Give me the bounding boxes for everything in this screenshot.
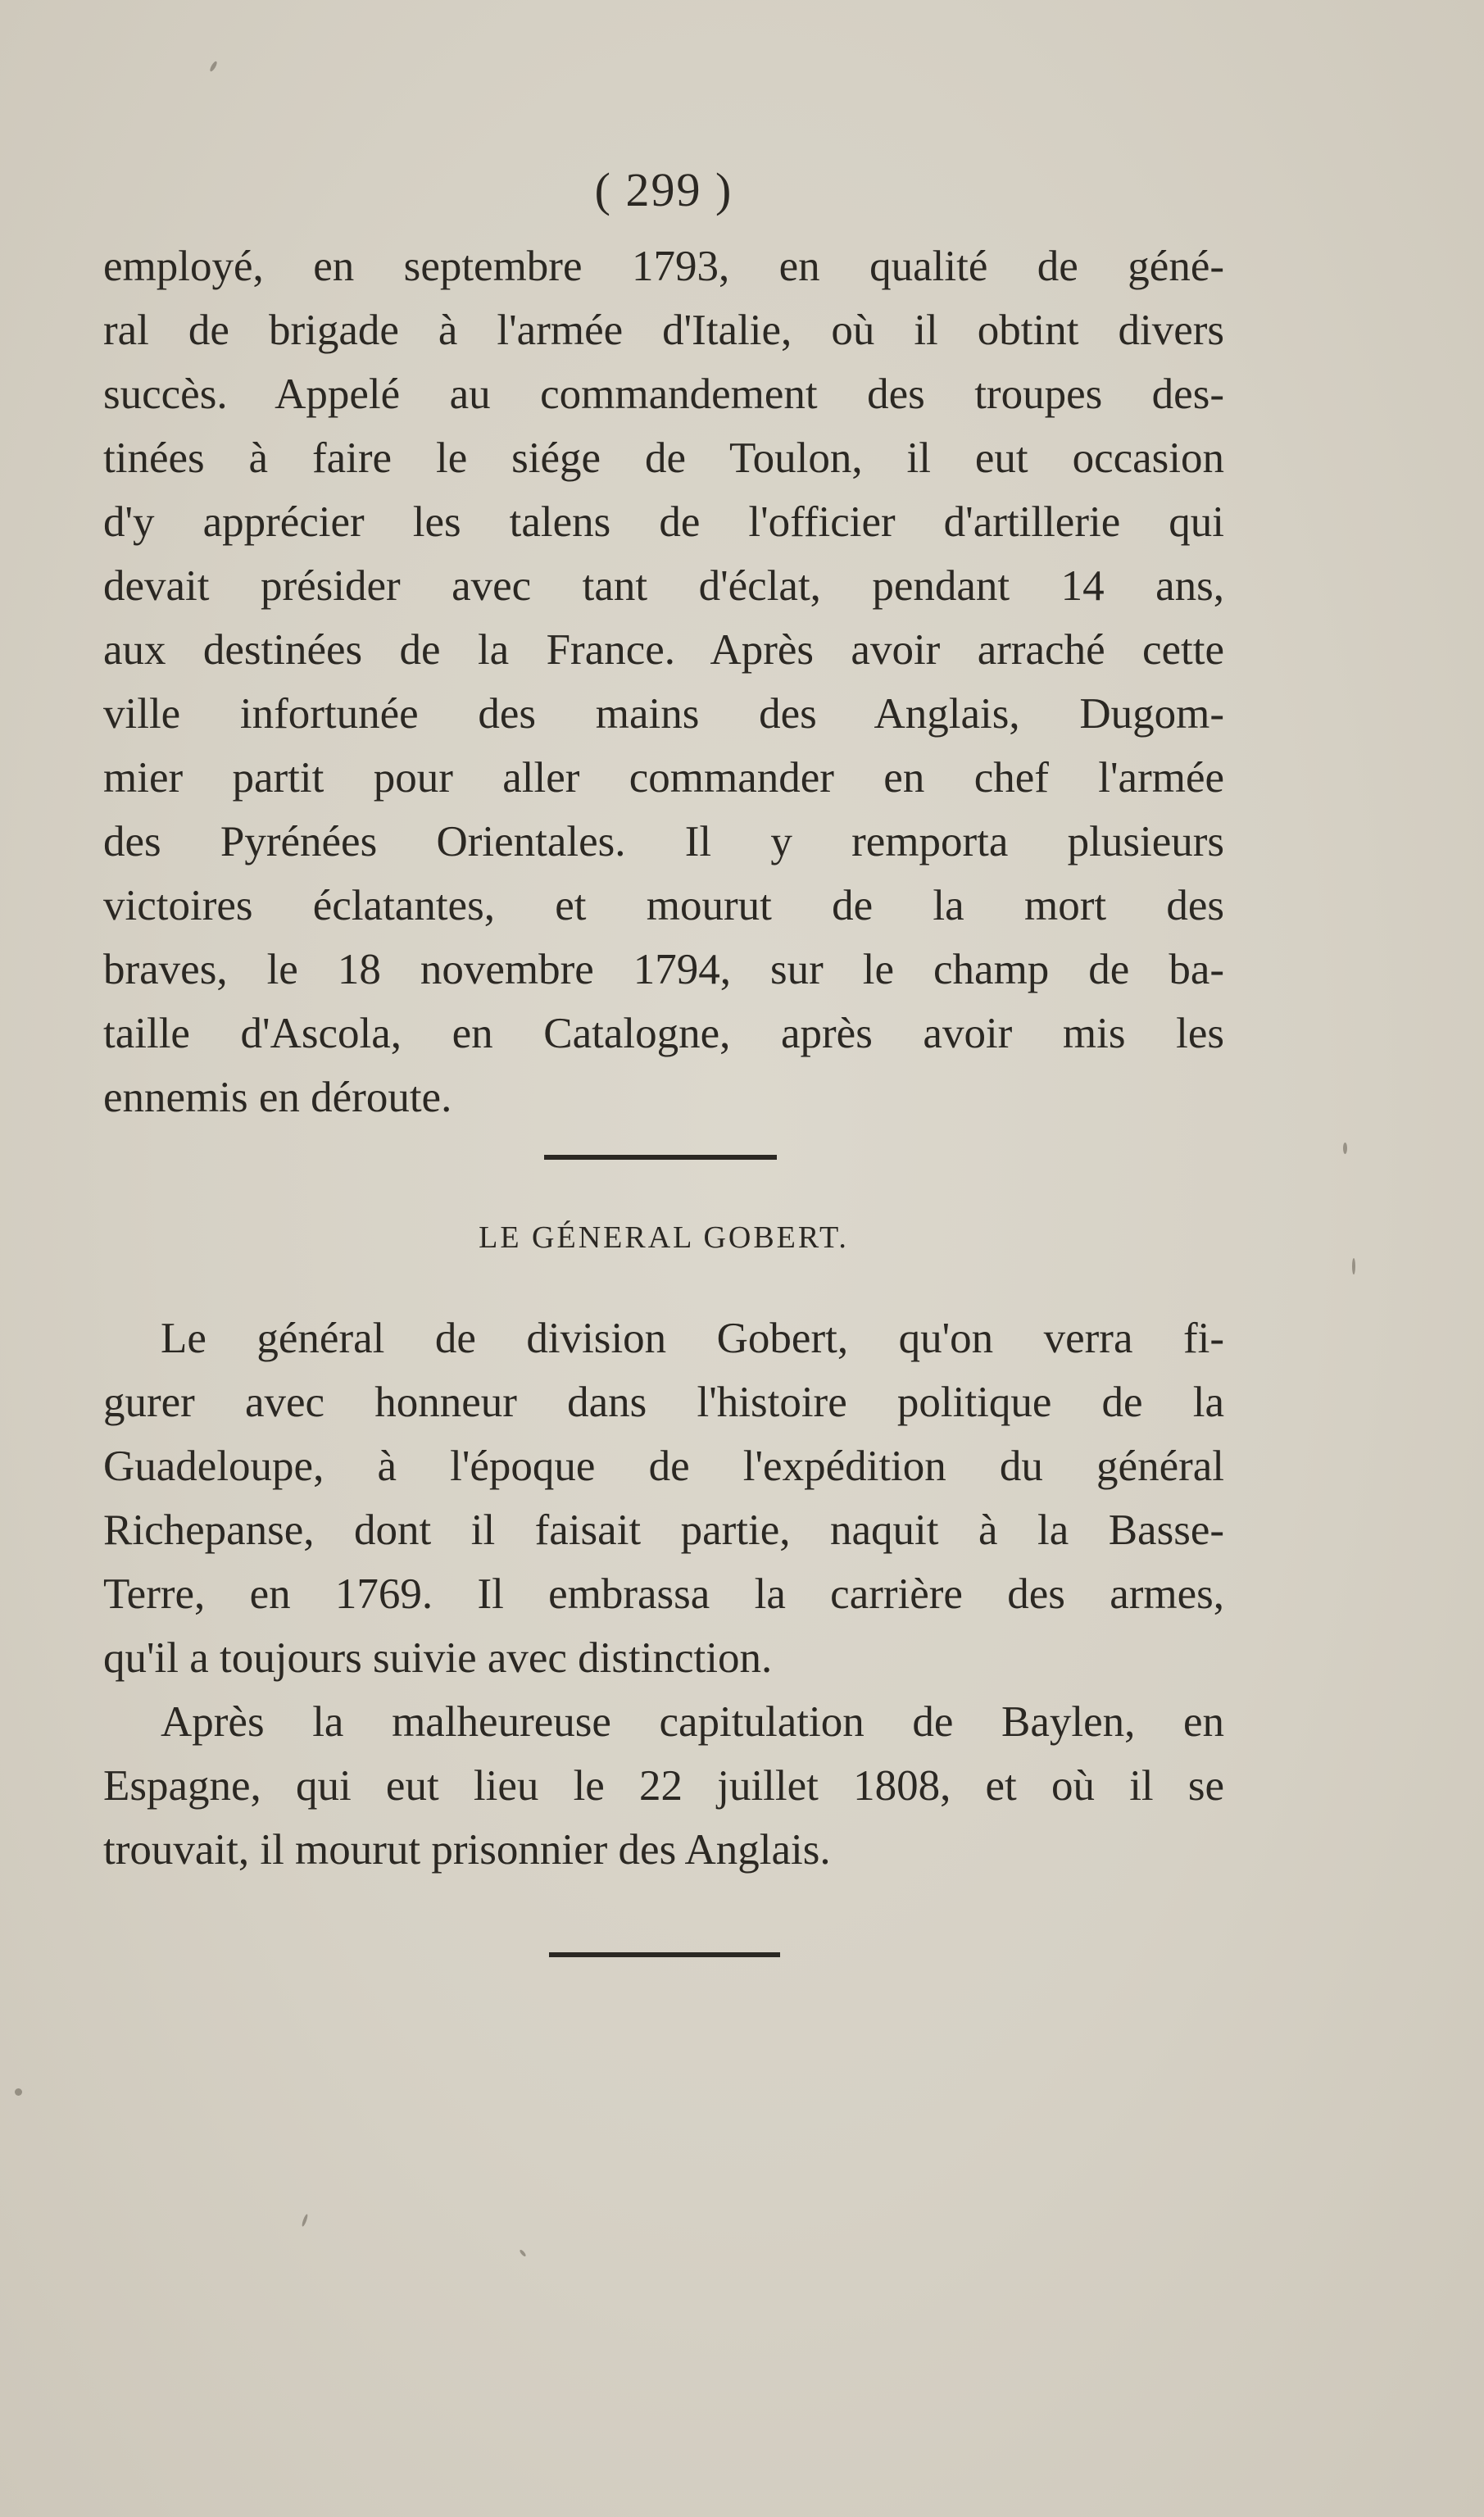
text-line: succès. Appelé au commandement des troupes des-	[103, 370, 1224, 418]
text-line: Le général de division Gobert, qu'on verra fi-	[161, 1315, 1224, 1362]
paper-speck	[519, 2249, 526, 2257]
section-divider-top	[544, 1155, 777, 1160]
paper-speck	[1352, 1258, 1355, 1274]
text-line: Espagne, qui eut lieu le 22 juillet 1808, et où il se	[103, 1762, 1224, 1810]
section-divider-bottom	[549, 1952, 780, 1957]
text-line: Richepanse, dont il faisait partie, naquit à la Basse-	[103, 1506, 1224, 1554]
text-line: braves, le 18 novembre 1794, sur le champ de ba-	[103, 946, 1224, 993]
text-line: Après la malheureuse capitulation de Baylen, en	[161, 1698, 1224, 1746]
paragraph-gobert	[103, 1306, 1224, 1882]
paper-speck	[15, 2088, 22, 2096]
text-line: devait présider avec tant d'éclat, pendant 14 ans,	[103, 562, 1224, 610]
text-line: ville infortunée des mains des Anglais, Dugom-	[103, 690, 1224, 738]
text-line: Guadeloupe, à l'époque de l'expédition du général	[103, 1443, 1224, 1490]
paper-speck	[209, 61, 218, 73]
text-line: gurer avec honneur dans l'histoire politique de la	[103, 1379, 1224, 1426]
text-line: victoires éclatantes, et mourut de la mort des	[103, 882, 1224, 929]
text-line: qu'il a toujours suivie avec distinction.	[103, 1634, 773, 1682]
text-line: des Pyrénées Orientales. Il y remporta plusieurs	[103, 818, 1224, 866]
paper-speck	[1343, 1143, 1347, 1154]
text-line: mier partit pour aller commander en chef l'armée	[103, 754, 1224, 802]
text-line: trouvait, il mourut prisonnier des Anglais.	[103, 1826, 831, 1874]
paragraph-dugommier-continued	[103, 234, 1224, 1129]
section-heading: LE GÉNERAL GOBERT.	[479, 1220, 849, 1255]
text-line: employé, en septembre 1793, en qualité de géné-	[103, 243, 1224, 290]
text-line: ennemis en déroute.	[103, 1074, 452, 1121]
paper-speck	[301, 2214, 308, 2227]
page-number: ( 299 )	[594, 163, 733, 216]
text-line: Terre, en 1769. Il embrassa la carrière des armes,	[103, 1570, 1224, 1618]
text-line: taille d'Ascola, en Catalogne, après avoir mis les	[103, 1010, 1224, 1057]
text-line: d'y apprécier les talens de l'officier d'artillerie qui	[103, 498, 1224, 546]
text-line: ral de brigade à l'armée d'Italie, où il obtint divers	[103, 307, 1224, 354]
text-line: tinées à faire le siége de Toulon, il eut occasion	[103, 434, 1224, 482]
text-line: aux destinées de la France. Après avoir arraché cette	[103, 626, 1224, 674]
